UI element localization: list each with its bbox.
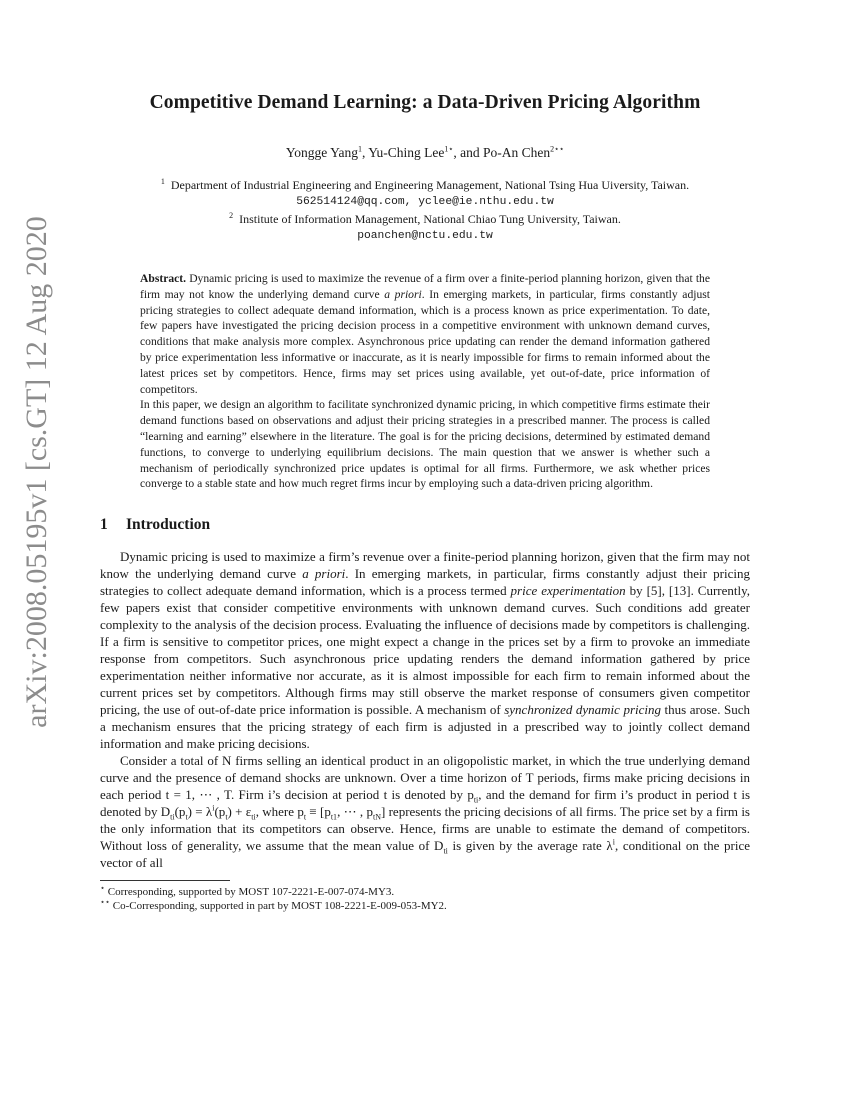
arxiv-identifier-stamp [12,216,62,728]
introduction-body [100,548,750,871]
section-title: Introduction [126,516,211,534]
author-line: Yongge Yang$^1$, Yu-Ching Lee$^{1⋆}$, and Po-An Chen$^{2⋆⋆}$ [285,144,565,160]
affiliation-1: $^1$ Department of Industrial Engineering and Engineering Management, National Tsing Hua Uiversity, Taiwan. [160,177,690,192]
paper-title: Competitive Demand Learning: a Data-Driven Pricing Algorithm [149,92,701,113]
paper-page [100,92,750,913]
author-mark: 1 [358,144,362,154]
abstract-paragraph-1: Abstract. Dynamic pricing is used to maximize the revenue of a firm over a finite-period planning horizon, given that the firm may not know the underlying demand curve a priori. In emerging markets, in particular, firms constantly adjust pricing strategies to collect adequate demand information, which is a process known as price experimentation. To date, few papers have investigated the pricing decision process in a competitive environment with unknown demand curves, conditions that make analysis more complex. Asynchronous price updating can render the demand information gathered by price experimentation less informative or inaccurate, as it is nearly impossible for firms to remain informed about the latest prices set by competitors. Hence, firms may set prices using available, yet out-of-date, price information of competitors. [140,272,710,396]
author-mark: 1⋆ [444,144,454,154]
section-heading-introduction [100,516,750,534]
arxiv-stamp-text: arXiv:2008.05195v1 [cs.GT] 12 Aug 2020 [20,216,53,728]
abstract-label: Abstract. [140,272,187,285]
intro-paragraph-1: Dynamic pricing is used to maximize a firm’s revenue over a finite-period planning horizon, given that the firm may not know the underlying demand curve a priori. In emerging markets, in particular, firms constantly adjust their pricing strategies to collect adequate demand information, which is a process termed price experimentation by [5], [13]. Currently, few papers exist that consider competitive environments with unknown demand curves. Such conditions add greater complexity to the analysis of the decision process. Evaluating the influence of decisions made by competitors is challenging. If a firm is sensitive to competitor prices, one might expect a change in the prices set by a firm to provoke an immediate response from competitors. Such asynchronous price updating renders the demand information gathered by price experimentation neither informative nor accurate, as it is almost impossible for each firm to remain informed about the current prices set by competitors. Although firms may still observe the market response of consumers given competitor pricing, the use of out-of-date price information is possible. A mechanism of synchronized dynamic pricing thus arose. Such a mechanism ensures that the pricing strategy of each firm is adjusted in a prescribed way to jointly collect demand information and make pricing decisions. [100,549,751,752]
abstract-paragraph-2: In this paper, we design an algorithm to facilitate synchronized dynamic pricing, in which competitive firms estimate their demand functions based on observations and adjust their pricing strategies in a prescribed manner. The process is called “learning and earning” elsewhere in the literature. The goal is for the pricing decisions, determined by estimated demand functions, to converge to underlying equilibrium decisions. The main question that we answer is whether such a mechanism of periodically synchronized price updates is optimal for all firms. Furthermore, we ask whether prices converge to a stable state and how much regret firms incur by employing such a data-driven pricing algorithm. [140,398,710,491]
section-number: 1 [100,516,108,534]
author-name: Po-An Chen [483,145,551,160]
footnote-2: ⋆⋆ Co-Corresponding, supported in part by MOST 108-2221-E-009-053-MY2. [100,897,447,913]
affiliation-2: $^2$ Institute of Information Management, National Chiao Tung University, Taiwan. [229,211,621,226]
footnote-rule [100,880,230,881]
author-name: Yu-Ching Lee [368,145,445,160]
affiliation-2-email: poanchen@nctu.edu.tw [357,230,493,242]
abstract [140,271,710,492]
footnote-1: ⋆ Corresponding, supported by MOST 107-2221-E-007-074-MY3. [100,883,395,899]
author-name: Yongge Yang [285,145,358,160]
footnotes [100,885,750,913]
intro-paragraph-2: Consider a total of N firms selling an identical product in an oligopolistic market, in which the true underlying demand curve and the presence of demand shocks are unknown. Over a time horizon of T periods, firms make pricing decisions in each period t = 1, ⋯ , T. Firm i’s decision at period t is denoted by $p_{ti}$, and the demand for firm i’s product in period t is denoted by $D_{ti}(p_t) = \lambda^i(p_t) + \varepsilon_{ti}$, where $p_t \equiv [p_{t1}$, ⋯ , $p_{tN}$] represents the pricing decisions of all firms. The price set by a firm is the only information that its competitors can observe. Hence, firms are unable to estimate the demand of competitors. Without loss of generality, we assume that the mean value of $D_{ti}$ is given by the average rate $\lambda^i$, conditional on the price vector of all [100,753,750,871]
affiliations [100,177,750,245]
author-mark: 2⋆⋆ [550,144,565,154]
affiliation-1-email: 562514124@qq.com, yclee@ie.nthu.edu.tw [296,196,554,208]
